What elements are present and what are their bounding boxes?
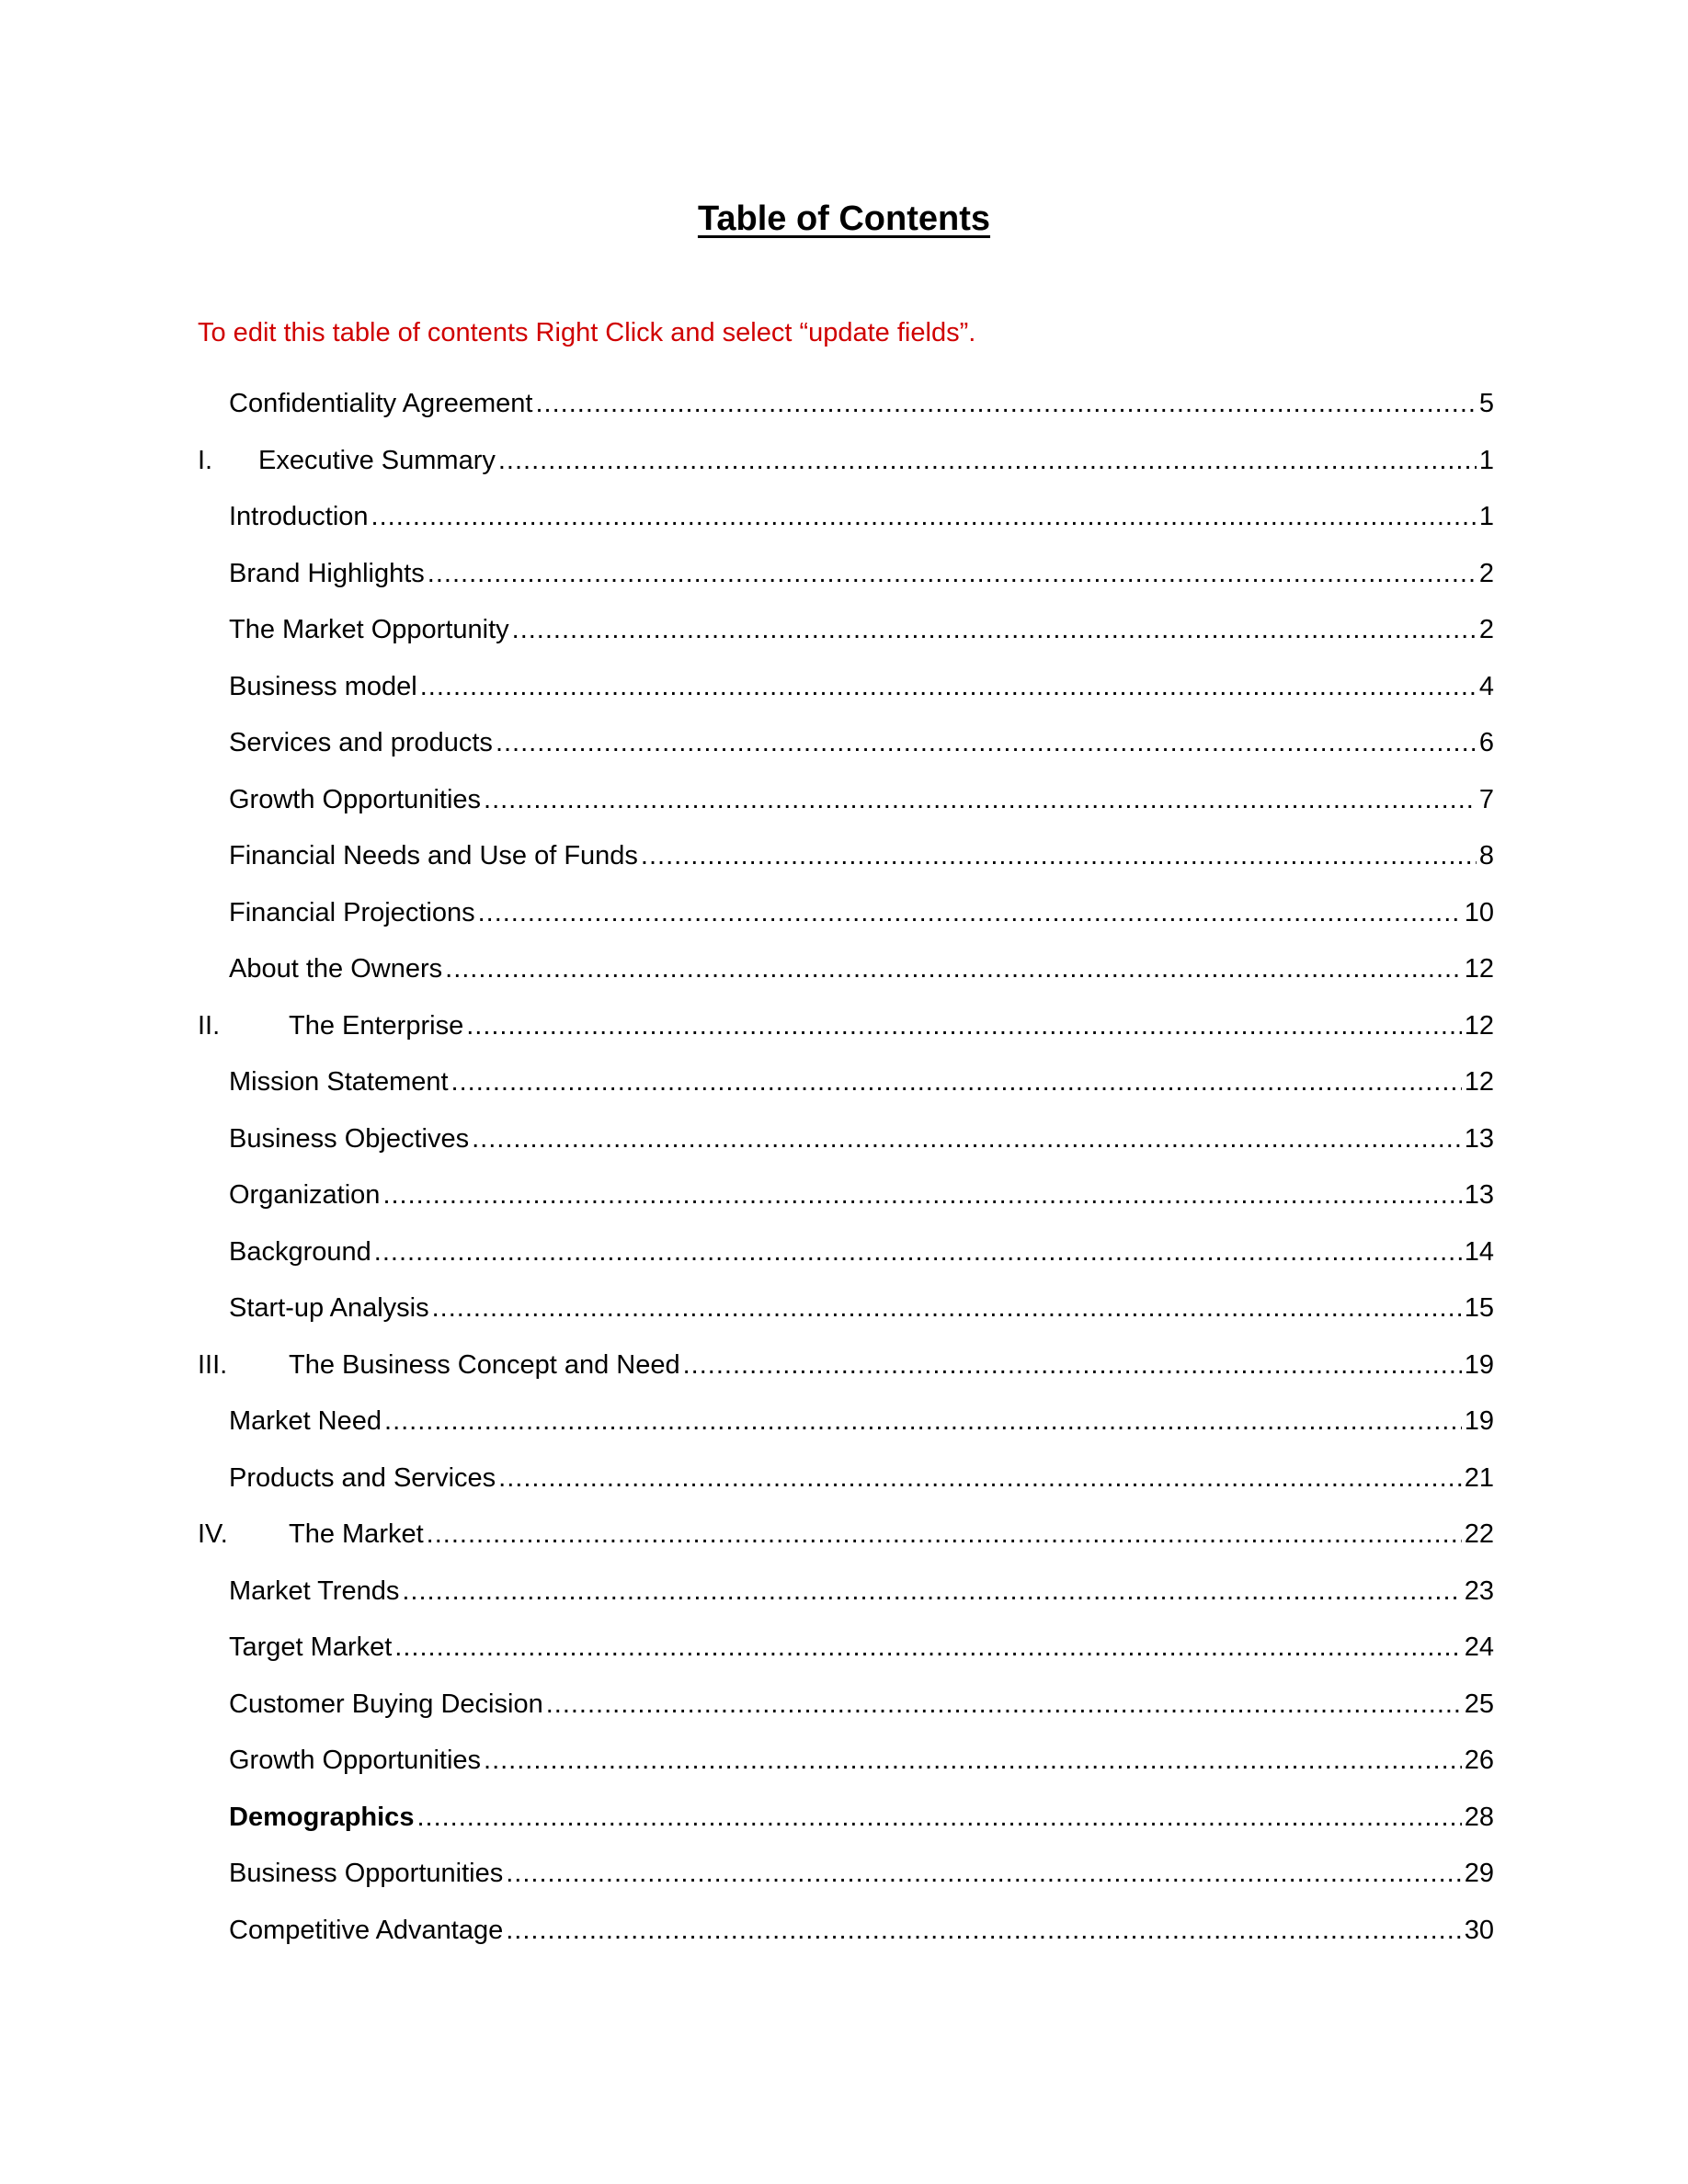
toc-dot-leader [641,835,1477,877]
toc-entry-page-number: 13 [1464,1180,1494,1210]
toc-entry[interactable] [198,1457,1494,1514]
toc-dot-leader [382,1174,1461,1216]
toc-entry-page-number: 10 [1464,897,1494,927]
toc-entry[interactable] [198,1174,1494,1231]
toc-entry[interactable] [198,1118,1494,1175]
toc-entry-label: Start-up Analysis [229,1293,429,1323]
toc-entry-label: Products and Services [229,1462,496,1493]
toc-entry-label: Business Objectives [229,1123,470,1154]
toc-dot-leader [371,495,1477,538]
toc-entry-label: Mission Statement [229,1067,449,1097]
toc-entry[interactable] [198,1626,1494,1683]
table-of-contents [198,382,1494,1965]
toc-entry[interactable] [198,1005,1494,1062]
toc-entry-page-number: 12 [1464,1010,1494,1041]
toc-entry-numeral: I. [198,445,213,475]
toc-entry-label: About the Owners [229,954,443,984]
toc-dot-leader [506,1909,1461,1951]
toc-entry-label: Demographics [229,1802,415,1832]
toc-entry-page-number: 21 [1464,1462,1494,1493]
toc-dot-leader [374,1231,1462,1273]
toc-entry-page-number: 19 [1464,1406,1494,1436]
toc-dot-leader [451,1061,1462,1103]
toc-entry[interactable] [198,382,1494,439]
toc-entry-label: The Business Concept and Need [289,1349,680,1380]
toc-entry-page-number: 1 [1478,502,1494,531]
toc-entry[interactable] [198,1683,1494,1740]
toc-entry-page-number: 5 [1478,389,1494,418]
toc-entry[interactable] [198,1344,1494,1401]
toc-entry-numeral: II. [198,1010,221,1041]
toc-entry-label: Business model [229,671,417,701]
toc-dot-leader [683,1344,1462,1386]
toc-entry[interactable] [198,1513,1494,1570]
toc-entry[interactable] [198,609,1494,665]
toc-dot-leader [416,1796,1461,1838]
toc-entry-label: The Market Opportunity [229,615,509,644]
toc-entry-page-number: 2 [1478,558,1494,588]
toc-entry-page-number: 19 [1464,1349,1494,1380]
toc-entry-page-number: 12 [1464,954,1494,984]
toc-entry-page-number: 28 [1464,1802,1494,1832]
toc-entry-page-number: 25 [1464,1689,1494,1719]
toc-entry-label: Growth Opportunities [229,784,482,814]
toc-entry-page-number: 13 [1464,1123,1494,1154]
toc-entry[interactable] [198,1909,1494,1966]
toc-dot-leader [427,1513,1462,1555]
toc-entry-label: The Market [289,1519,424,1549]
toc-entry-page-number: 1 [1478,445,1494,475]
toc-entry-label: Financial Needs and Use of Funds [229,841,638,870]
toc-entry-page-number: 8 [1478,841,1494,870]
toc-dot-leader [466,1005,1462,1047]
toc-entry-numeral: IV. [198,1519,228,1549]
toc-entry-label: Target Market [229,1632,393,1662]
toc-entry[interactable] [198,835,1494,892]
toc-entry-label: Market Need [229,1406,382,1436]
toc-entry-label: Confidentiality Agreement [229,389,533,418]
toc-dot-leader [445,948,1462,990]
toc-entry[interactable] [198,1287,1494,1344]
toc-entry[interactable] [198,1852,1494,1909]
toc-dot-leader [428,552,1477,595]
toc-entry[interactable] [198,1796,1494,1853]
toc-entry[interactable] [198,722,1494,779]
toc-dot-leader [535,382,1476,425]
toc-entry-page-number: 2 [1478,615,1494,644]
toc-entry-label: Introduction [229,502,369,531]
toc-dot-leader [506,1852,1462,1894]
toc-entry-label: Executive Summary [258,445,496,475]
toc-dot-leader [384,1400,1462,1442]
toc-entry[interactable] [198,495,1494,552]
toc-entry-page-number: 26 [1464,1746,1494,1775]
toc-entry-label: Financial Projections [229,897,475,927]
toc-entry-page-number: 24 [1464,1632,1494,1662]
toc-dot-leader [484,779,1477,821]
toc-entry[interactable] [198,665,1494,722]
toc-entry-label: Business Opportunities [229,1859,504,1888]
edit-instruction: To edit this table of contents Right Click and select “update fields”. [198,318,976,347]
toc-entry-label: Services and products [229,728,493,757]
toc-entry-label: Competitive Advantage [229,1915,504,1945]
toc-dot-leader [402,1570,1461,1612]
toc-entry-label: Growth Opportunities [229,1746,482,1775]
toc-dot-leader [512,609,1477,651]
toc-entry-page-number: 23 [1464,1575,1494,1606]
toc-entry[interactable] [198,1061,1494,1118]
toc-entry-page-number: 15 [1464,1293,1494,1323]
toc-entry-label: The Enterprise [289,1010,464,1041]
toc-dot-leader [484,1739,1462,1781]
toc-dot-leader [472,1118,1462,1160]
toc-entry-page-number: 29 [1464,1859,1494,1888]
toc-entry-page-number: 22 [1464,1519,1494,1549]
toc-entry-page-number: 30 [1464,1915,1494,1945]
toc-entry[interactable] [198,1739,1494,1796]
toc-dot-leader [498,439,1477,482]
toc-dot-leader [498,1457,1462,1499]
toc-dot-leader [496,722,1477,764]
toc-entry-page-number: 4 [1478,671,1494,701]
toc-dot-leader [394,1626,1461,1668]
toc-entry-page-number: 14 [1464,1236,1494,1267]
toc-entry[interactable] [198,892,1494,949]
toc-entry[interactable] [198,948,1494,1005]
toc-entry[interactable] [198,439,1494,496]
toc-entry-page-number: 6 [1478,728,1494,757]
page-title [0,195,1688,243]
toc-dot-leader [478,892,1462,934]
toc-entry-page-number: 12 [1464,1067,1494,1097]
toc-entry[interactable] [198,1400,1494,1457]
toc-entry-label: Organization [229,1180,381,1210]
toc-dot-leader [546,1683,1462,1725]
toc-entry[interactable] [198,1570,1494,1627]
toc-entry-page-number: 7 [1478,784,1494,814]
toc-entry-label: Customer Buying Decision [229,1689,543,1719]
toc-entry-numeral: III. [198,1349,228,1380]
toc-entry[interactable] [198,779,1494,836]
page-title-text: Table of Contents [697,199,991,238]
toc-dot-leader [432,1287,1462,1329]
toc-dot-leader [420,665,1477,708]
toc-entry-label: Market Trends [229,1575,400,1606]
toc-entry[interactable] [198,552,1494,609]
toc-entry-label: Background [229,1236,371,1267]
toc-entry-label: Brand Highlights [229,558,425,588]
toc-entry[interactable] [198,1231,1494,1288]
